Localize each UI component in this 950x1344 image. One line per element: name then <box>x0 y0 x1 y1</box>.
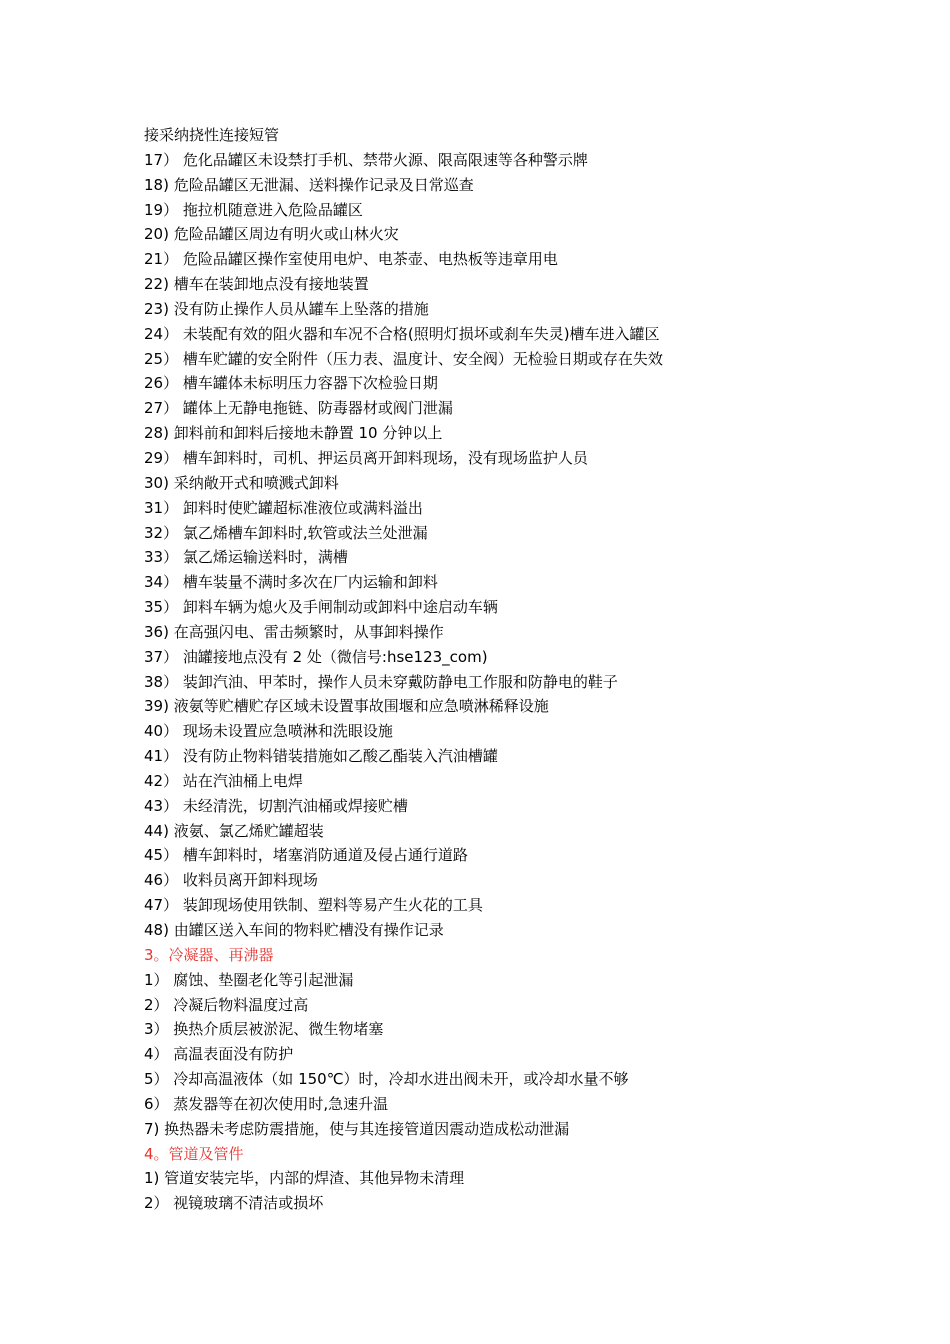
list-item: 31） 卸料时使贮罐超标准液位或满料溢出 <box>144 498 423 517</box>
list-item: 18) 危险品罐区无泄漏、送料操作记录及日常巡查 <box>144 175 474 194</box>
list-item: 接采纳挠性连接短管 <box>144 126 280 144</box>
list-item: 1) 管道安装完毕，内部的焊渣、其他异物未清理 <box>144 1169 465 1188</box>
list-item: 4） 高温表面没有防护 <box>144 1045 294 1064</box>
list-item: 38） 装卸汽油、甲苯时，操作人员未穿戴防静电工作服和防静电的鞋子 <box>144 672 618 691</box>
list-item: 47） 装卸现场使用铁制、塑料等易产生火花的工具 <box>144 896 483 915</box>
list-item: 2） 冷凝后物料温度过高 <box>144 995 309 1014</box>
list-item: 40） 现场未设置应急喷淋和洗眼设施 <box>144 722 393 741</box>
list-item: 42） 站在汽油桶上电焊 <box>144 771 303 790</box>
list-item: 19） 拖拉机随意进入危险品罐区 <box>144 200 363 219</box>
list-item: 41） 没有防止物料错装措施如乙酸乙酯装入汽油槽罐 <box>144 747 498 766</box>
list-item: 25） 槽车贮罐的安全附件（压力表、温度计、安全阀）无检验日期或存在失效 <box>144 349 663 368</box>
list-item: 1） 腐蚀、垫圈老化等引起泄漏 <box>144 970 354 989</box>
list-item: 6） 蒸发器等在初次使用时,急速升温 <box>144 1094 389 1113</box>
list-item: 44) 液氨、氯乙烯贮罐超装 <box>144 821 324 840</box>
list-item: 46） 收料员离开卸料现场 <box>144 871 318 890</box>
list-item: 20) 危险品罐区周边有明火或山林火灾 <box>144 225 399 244</box>
list-item: 17） 危化品罐区未设禁打手机、禁带火源、限高限速等各种警示牌 <box>144 150 588 169</box>
list-item: 37） 油罐接地点没有 2 处（微信号:hse123_com) <box>144 647 488 666</box>
list-item: 33） 氯乙烯运输送料时，满槽 <box>144 548 348 567</box>
list-item: 21） 危险品罐区操作室使用电炉、电茶壶、电热板等违章用电 <box>144 250 558 269</box>
section-heading: 4。管道及管件 <box>144 1144 244 1163</box>
list-item: 48) 由罐区送入车间的物料贮槽没有操作记录 <box>144 921 444 939</box>
list-item: 28) 卸料前和卸料后接地未静置 10 分钟以上 <box>144 424 443 443</box>
list-item: 36) 在高强闪电、雷击频繁时，从事卸料操作 <box>144 622 444 641</box>
list-item: 5） 冷却高温液体（如 150℃）时，冷却水进出阀未开，或冷却水量不够 <box>144 1070 629 1089</box>
list-item: 2） 视镜玻璃不清洁或损坏 <box>144 1194 324 1213</box>
document-body <box>144 123 824 1216</box>
list-item: 24） 未装配有效的阻火器和车况不合格(照明灯损坏或刹车失灵)槽车进入罐区 <box>144 324 660 343</box>
list-item: 32） 氯乙烯槽车卸料时,软管或法兰处泄漏 <box>144 523 428 542</box>
list-item: 45） 槽车卸料时，堵塞消防通道及侵占通行道路 <box>144 846 468 865</box>
list-item: 35） 卸料车辆为熄火及手闸制动或卸料中途启动车辆 <box>144 598 498 617</box>
list-item: 43） 未经清洗，切割汽油桶或焊接贮槽 <box>144 796 408 815</box>
list-item: 22) 槽车在装卸地点没有接地装置 <box>144 275 369 294</box>
list-item: 26） 槽车罐体未标明压力容器下次检验日期 <box>144 374 438 393</box>
section-heading: 3。冷凝器、再沸器 <box>144 945 274 964</box>
list-item: 23) 没有防止操作人员从罐车上坠落的措施 <box>144 299 429 318</box>
list-item: 39) 液氨等贮槽贮存区域未设置事故围堰和应急喷淋稀释设施 <box>144 697 549 716</box>
list-item: 3） 换热介质层被淤泥、微生物堵塞 <box>144 1020 384 1039</box>
list-item: 29） 槽车卸料时，司机、押运员离开卸料现场，没有现场监护人员 <box>144 448 588 467</box>
list-item: 30) 采纳敞开式和喷溅式卸料 <box>144 473 339 492</box>
list-item: 27） 罐体上无静电拖链、防毒器材或阀门泄漏 <box>144 399 453 418</box>
list-item: 34） 槽车装量不满时多次在厂内运输和卸料 <box>144 573 438 592</box>
list-item: 7) 换热器未考虑防震措施，使与其连接管道因震动造成松动泄漏 <box>144 1119 570 1138</box>
